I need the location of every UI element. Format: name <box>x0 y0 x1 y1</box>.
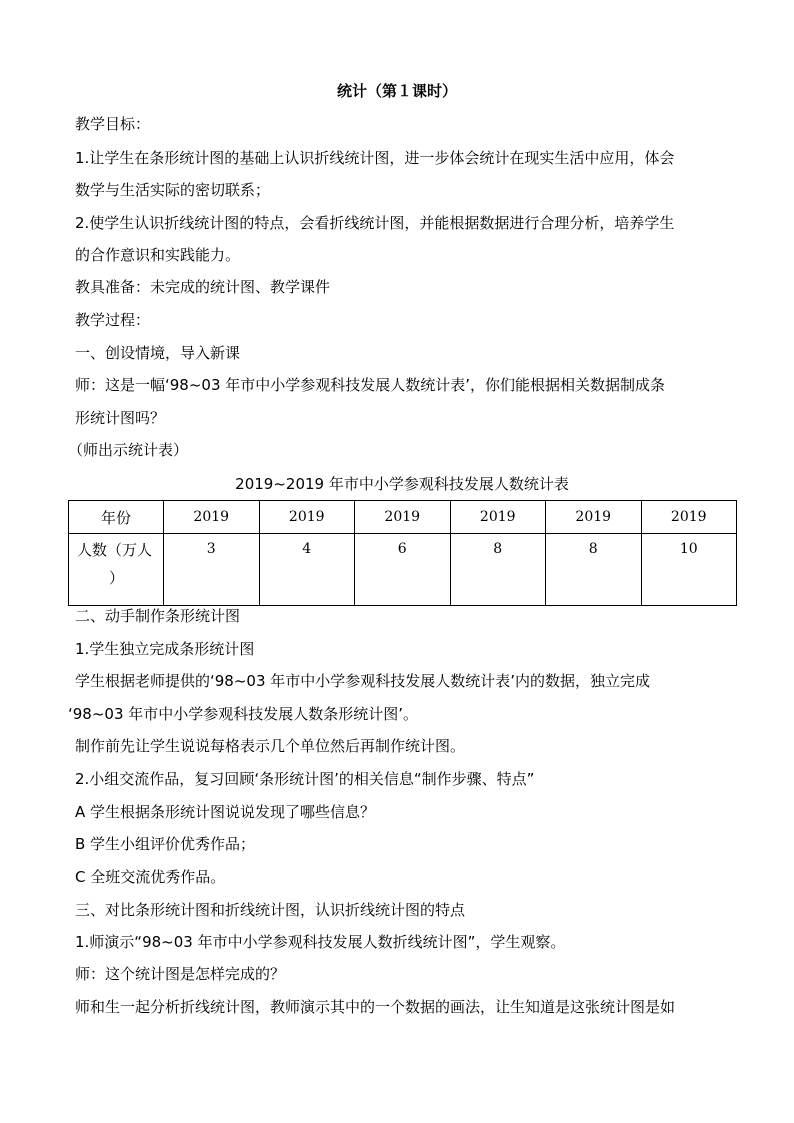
text-line: 形统计图吗？ <box>75 409 166 427</box>
row-label-count-line1: 人数（万人 <box>77 541 153 559</box>
row-label-count-line2: ） <box>109 569 125 587</box>
text-line: B 学生小组评价优秀作品； <box>75 835 256 853</box>
text-line: （师出示统计表） <box>68 441 189 459</box>
text-line: 二、动手制作条形统计图 <box>75 607 241 625</box>
row-label-year: 年份 <box>69 501 164 534</box>
text-line: 1.师演示“98~03 年市中小学参观科技发展人数折线统计图”，学生观察。 <box>75 933 566 951</box>
text-line: 师：这个统计图是怎样完成的？ <box>75 965 286 983</box>
text-line: 1.让学生在条形统计图的基础上认识折线统计图，进一步体会统计在现实生活中应用，体会 <box>75 149 675 167</box>
text-line: 2.小组交流作品，复习回顾‘条形统计图’的相关信息“制作步骤、特点” <box>75 770 535 788</box>
text-line: 数学与生活实际的密切联系； <box>75 181 271 199</box>
year-cell: 2019 <box>450 501 546 534</box>
count-cell: 3 <box>164 534 260 606</box>
document-title: 统计（第１课时） <box>336 82 457 100</box>
text-line: 制作前先让学生说说每格表示几个单位然后再制作统计图。 <box>75 737 466 755</box>
text-line: 教学过程： <box>75 311 151 329</box>
year-cell: 2019 <box>164 501 260 534</box>
table-row-years <box>69 501 737 534</box>
count-cell: 8 <box>546 534 642 606</box>
text-line: 2.使学生认识折线统计图的特点，会看折线统计图，并能根据数据进行合理分析，培养学生 <box>75 214 675 232</box>
text-line: 教具准备：未完成的统计图、教学课件 <box>75 278 331 296</box>
year-cell: 2019 <box>641 501 737 534</box>
text-line: A 学生根据条形统计图说说发现了哪些信息？ <box>75 803 376 821</box>
count-cell: 10 <box>641 534 737 606</box>
text-line: 三、对比条形统计图和折线统计图，认识折线统计图的特点 <box>75 901 466 919</box>
text-line: 师和生一起分析折线统计图，教师演示其中的一个数据的画法，让生知道是这张统计图是如 <box>75 998 676 1016</box>
year-cell: 2019 <box>355 501 451 534</box>
text-line: 教学目标： <box>75 115 151 133</box>
statistics-table <box>68 500 737 606</box>
text-line: 的合作意识和实践能力。 <box>75 246 241 264</box>
count-cell: 4 <box>259 534 355 606</box>
text-line: 学生根据老师提供的‘98~03 年市中小学参观科技发展人数统计表’内的数据，独立完成 <box>75 672 651 690</box>
count-cell: 6 <box>355 534 451 606</box>
row-label-count <box>69 534 164 606</box>
text-line: 1.学生独立完成条形统计图 <box>75 640 255 658</box>
text-line: C 全班交流优秀作品。 <box>75 868 226 886</box>
count-cell: 8 <box>450 534 546 606</box>
year-cell: 2019 <box>546 501 642 534</box>
text-line: 一、创设情境，导入新课 <box>75 344 241 362</box>
table-row-counts <box>69 534 737 606</box>
year-cell: 2019 <box>259 501 355 534</box>
text-line: 师：这是一幅‘98~03 年市中小学参观科技发展人数统计表’，你们能根据相关数据制成条 <box>75 376 666 394</box>
text-line: ‘98~03 年市中小学参观科技发展人数条形统计图’。 <box>68 705 419 723</box>
table-caption: 2019~2019 年市中小学参观科技发展人数统计表 <box>235 475 569 493</box>
